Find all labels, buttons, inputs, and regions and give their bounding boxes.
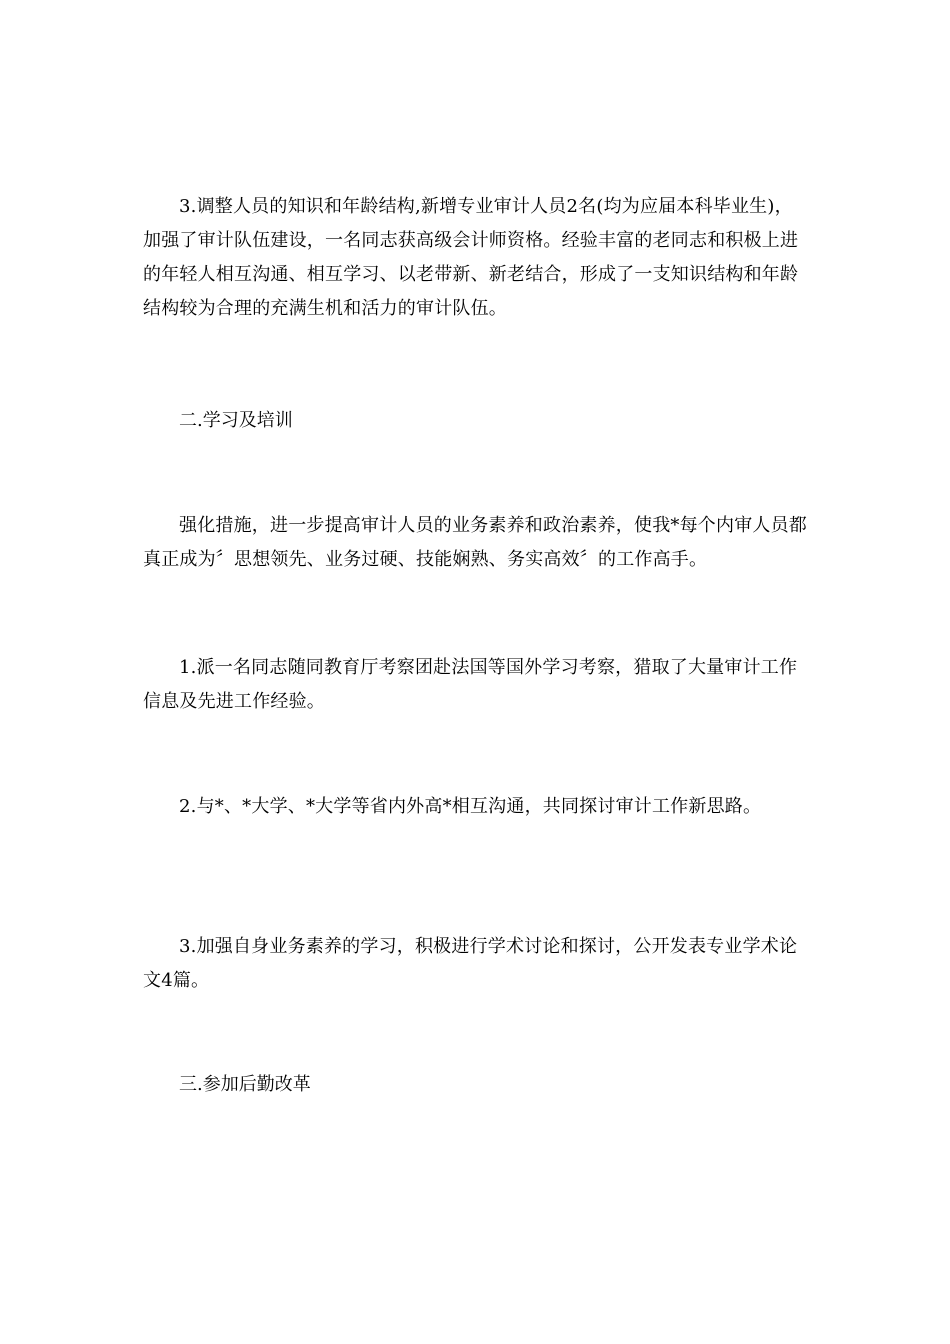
paragraph-university-communication: 2.与*、*大学、*大学等省内外高*相互沟通，共同探讨审计工作新思路。 (179, 796, 762, 817)
section-heading-study-training: 二.学习及培训 (179, 410, 293, 431)
paragraph-study-abroad: 1.派一名同志随同教育厅考察团赴法国等国外学习考察，猎取了大量审计工作信息及先进工作经验。 (143, 657, 798, 712)
paragraph-strengthen-measures: 强化措施，进一步提高审计人员的业务素养和政治素养，使我*每个内审人员都真正成为〞思想领先、业务过硬、技能娴熟、务实高效〞的工作高手。 (143, 515, 807, 570)
paragraph-staff-structure: 3.调整人员的知识和年龄结构,新增专业审计人员2名(均为应届本科毕业生)，加强了审计队伍建设，一名同志获高级会计师资格。经验丰富的老同志和积极上进的年轻人相互沟通、相互学习、以老带新、新老结合，形成了一支知识结构和年龄结构较为合理的充满生机和活力的审计队伍。 (143, 196, 799, 319)
section-heading-logistics-reform: 三.参加后勤改革 (179, 1074, 311, 1095)
paragraph-academic-papers: 3.加强自身业务素养的学习，积极进行学术讨论和探讨，公开发表专业学术论文4篇。 (143, 936, 798, 991)
